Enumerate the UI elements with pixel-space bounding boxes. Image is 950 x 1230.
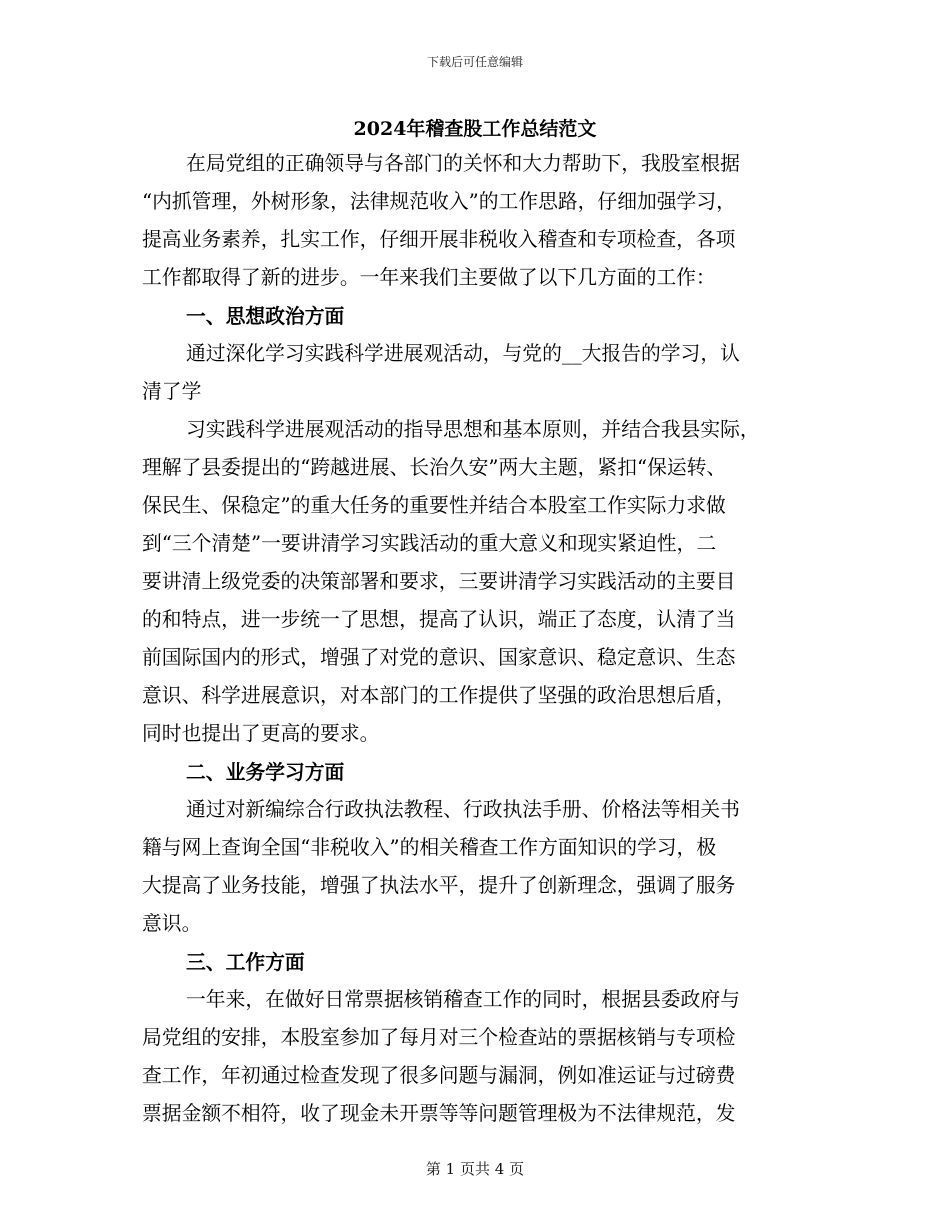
paragraph-line: “内抓管理，外树形象，法律规范收入”的工作思路，仔细加强学习， — [142, 190, 736, 213]
paragraph-line: 意识。 — [142, 912, 202, 935]
section-heading: 三、工作方面 — [186, 950, 305, 974]
paragraph-line: 票据金额不相符，收了现金未开票等等问题管理极为不法律规范，发 — [142, 1102, 736, 1125]
paragraph-line: 提高业务素养，扎实工作，仔细开展非税收入稽查和专项检查，各项 — [142, 228, 736, 251]
paragraph-line: 到“三个清楚”一要讲清学习实践活动的重大意义和现实紧迫性，二 — [142, 532, 717, 555]
paragraph-line: 一年来，在做好日常票据核销稽查工作的同时，根据县委政府与 — [186, 988, 740, 1011]
paragraph-line: 意识、科学进展意识，对本部门的工作提供了坚强的政治思想后盾， — [142, 684, 736, 707]
section-heading: 一、思想政治方面 — [186, 304, 345, 328]
document-title: 2024年稽查股工作总结范文 — [353, 118, 597, 140]
paragraph-line: 清了学 — [142, 380, 202, 403]
paragraph-line: 工作都取得了新的进步。一年来我们主要做了以下几方面的工作： — [142, 266, 716, 289]
page-number: 第 1 页共 4 页 — [425, 1160, 525, 1178]
page-header-note: 下载后可任意编辑 — [426, 55, 523, 69]
paragraph-line: 理解了县委提出的“跨越进展、长治久安”两大主题，紧扣“保运转、 — [142, 456, 727, 479]
paragraph-line: 在局党组的正确领导与各部门的关怀和大力帮助下，我股室根据 — [186, 152, 740, 175]
document-body — [142, 145, 812, 1133]
paragraph-line: 保民生、保稳定”的重大任务的重要性并结合本股室工作实际力求做 — [142, 494, 726, 517]
paragraph-line: 通过对新编综合行政执法教程、行政执法手册、价格法等相关书 — [186, 798, 740, 821]
paragraph-line: 的和特点，进一步统一了思想，提高了认识，端正了态度，认清了当 — [142, 608, 736, 631]
paragraph-line: 同时也提出了更高的要求。 — [142, 722, 380, 745]
paragraph-line: 习实践科学进展观活动的指导思想和基本原则，并结合我县实际， — [186, 418, 760, 441]
paragraph-line: 大提高了业务技能，增强了执法水平，提升了创新理念，强调了服务 — [142, 874, 736, 897]
paragraph-line: 通过深化学习实践科学进展观活动，与党的__大报告的学习，认 — [186, 342, 740, 365]
paragraph-line: 籍与网上查询全国“非税收入”的相关稽查工作方面知识的学习，极 — [142, 836, 717, 859]
paragraph-line: 要讲清上级党委的决策部署和要求，三要讲清学习实践活动的主要目 — [142, 570, 736, 593]
paragraph-line: 查工作，年初通过检查发现了很多问题与漏洞，例如准运证与过磅费 — [142, 1064, 736, 1087]
paragraph-line: 局党组的安排，本股室参加了每月对三个检查站的票据核销与专项检 — [142, 1026, 736, 1049]
section-heading: 二、业务学习方面 — [186, 760, 345, 784]
paragraph-line: 前国际国内的形式，增强了对党的意识、国家意识、稳定意识、生态 — [142, 646, 736, 669]
